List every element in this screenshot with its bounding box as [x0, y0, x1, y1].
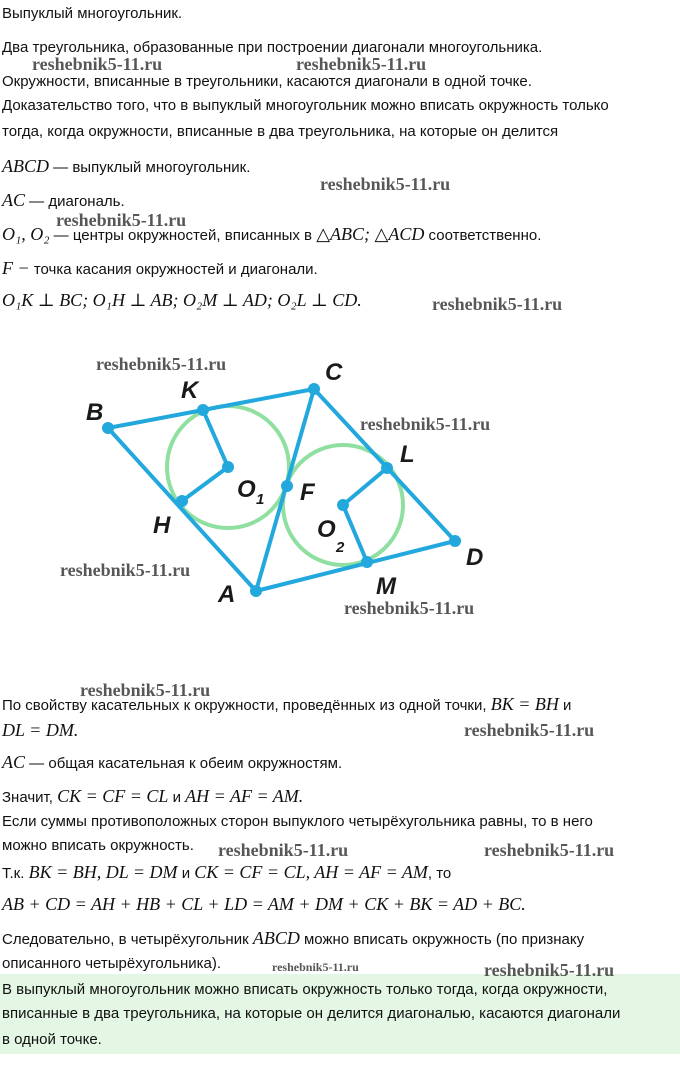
watermark: reshebnik5-11.ru	[96, 354, 227, 374]
watermark: reshebnik5-11.ru	[320, 174, 451, 194]
label-d: D	[466, 544, 484, 571]
geometry-figure	[0, 330, 680, 680]
watermark: reshebnik5-11.ru	[484, 840, 615, 860]
watermark: reshebnik5-11.ru	[272, 960, 359, 974]
statement-ac: AC — диагональ.	[2, 190, 125, 210]
watermark: reshebnik5-11.ru	[80, 680, 211, 700]
math-perpendiculars: O₁K ⊥ BC; O₁H ⊥ AB; O₂M ⊥ AD; O₂L ⊥ CD.	[2, 290, 362, 310]
statement-perpendiculars	[2, 290, 362, 312]
point-m	[361, 556, 373, 568]
label-f: F	[300, 479, 315, 506]
watermark: reshebnik5-11.ru	[296, 54, 427, 74]
watermark: reshebnik5-11.ru	[218, 840, 349, 860]
label-l: L	[400, 441, 415, 468]
point-c	[308, 383, 320, 395]
watermark: reshebnik5-11.ru	[432, 294, 563, 314]
math-abcd-2: ABCD	[252, 928, 300, 948]
watermark: reshebnik5-11.ru	[60, 560, 191, 580]
label-k: K	[181, 377, 199, 404]
label-h: H	[153, 512, 171, 539]
point-h	[176, 495, 188, 507]
point-d	[449, 535, 461, 547]
label-o2: O	[317, 516, 336, 543]
text-line-sum	[2, 894, 526, 916]
answer-line-3: в одной точке.	[2, 1031, 102, 1048]
point-o1	[222, 461, 234, 473]
math-bk-bh: BK = BH	[490, 694, 559, 714]
text-line-therefore: Значит, CK = CF = CL и AH = AF = AM.	[2, 786, 304, 806]
point-f	[281, 480, 293, 492]
label-o2-sub: 2	[336, 539, 345, 556]
math-sum-equation: AB + CD = AH + HB + CL + LD = AM + DM + CK + BK = AD + BC.	[2, 894, 526, 914]
math-equalities-2: CK = CF = CL, AH = AF = AM	[194, 862, 428, 882]
text-line-3: Окружности, вписанные в треугольники, касаются диагонали в одной точке.	[2, 73, 532, 90]
watermark: reshebnik5-11.ru	[32, 54, 163, 74]
statement-f: F − точка касания окружностей и диагонали.	[2, 258, 318, 278]
segment-o1h	[182, 467, 228, 501]
watermark: reshebnik5-11.ru	[360, 414, 491, 434]
math-equalities-1: BK = BH, DL = DM	[28, 862, 178, 882]
text-line-tangents: По свойству касательных к окружности, проведённых из одной точки, BK = BH и	[2, 694, 572, 714]
math-ah-af-am: AH = AF = AM.	[185, 786, 304, 806]
statement-centers: O₁, O₂ — центры окружностей, вписанных в △ABC; △ACD соответственно.	[2, 224, 542, 244]
text-line-dl-dm	[2, 720, 78, 742]
watermark: reshebnik5-11.ru	[464, 720, 595, 740]
text-line-common-tangent: AC — общая касательная к обеим окружностям.	[2, 752, 343, 772]
math-ac: AC	[2, 190, 26, 210]
answer-line-2: вписанные в два треугольника, на которые он делится диагональю, касаются диагонали	[2, 1005, 621, 1022]
segment-o2m	[343, 505, 367, 562]
point-a	[250, 585, 262, 597]
watermark: reshebnik5-11.ru	[344, 598, 475, 618]
text-line-consequently: Следовательно, в четырёхугольник ABCD можно вписать окружность (по признаку	[2, 928, 585, 948]
math-triangles: △ABC; △ACD	[316, 224, 425, 244]
label-o1-sub: 1	[256, 491, 265, 508]
label-c: C	[325, 359, 343, 386]
text-line-criterion: Если суммы противоположных сторон выпуклого четырёхугольника равны, то в него	[2, 813, 593, 830]
label-b: B	[86, 399, 104, 426]
text-line-criterion-2: можно вписать окружность.	[2, 837, 194, 854]
math-ck-cf-cl: CK = CF = CL	[57, 786, 169, 806]
answer-box	[0, 974, 680, 1054]
point-l	[381, 462, 393, 474]
answer-line-1: В выпуклый многоугольник можно вписать окружность только тогда, когда окружности,	[2, 981, 608, 998]
text-line-since: Т.к. BK = BH, DL = DM и CK = CF = CL, AH = AF = AM, то	[2, 862, 452, 882]
math-o1-o2: O₁, O₂	[2, 224, 50, 244]
text-line-1: Выпуклый многоугольник.	[2, 5, 183, 22]
text-line-4: Доказательство того, что в выпуклый многоугольник можно вписать окружность только	[2, 97, 609, 114]
math-f: F −	[2, 258, 30, 278]
point-b	[102, 422, 114, 434]
text-line-5: тогда, когда окружности, вписанные в два треугольника, на которые он делится	[2, 123, 559, 140]
watermark: reshebnik5-11.ru	[484, 960, 615, 980]
point-o2	[337, 499, 349, 511]
watermark: reshebnik5-11.ru	[56, 210, 187, 230]
label-a: A	[218, 581, 236, 608]
text-line-described: описанного четырёхугольника).	[2, 955, 222, 972]
math-ac-2: AC	[2, 752, 26, 772]
math-abcd: ABCD	[2, 156, 49, 176]
text-line-2: Два треугольника, образованные при построении диагонали многоугольника.	[2, 39, 543, 56]
math-dl-dm: DL = DM.	[2, 720, 79, 740]
segment-o1k	[203, 410, 228, 467]
statement-abcd: ABCD — выпуклый многоугольник.	[2, 156, 251, 176]
point-k	[197, 404, 209, 416]
segment-o2l	[343, 468, 387, 505]
label-o1: O	[237, 476, 256, 503]
label-m: M	[376, 573, 396, 600]
